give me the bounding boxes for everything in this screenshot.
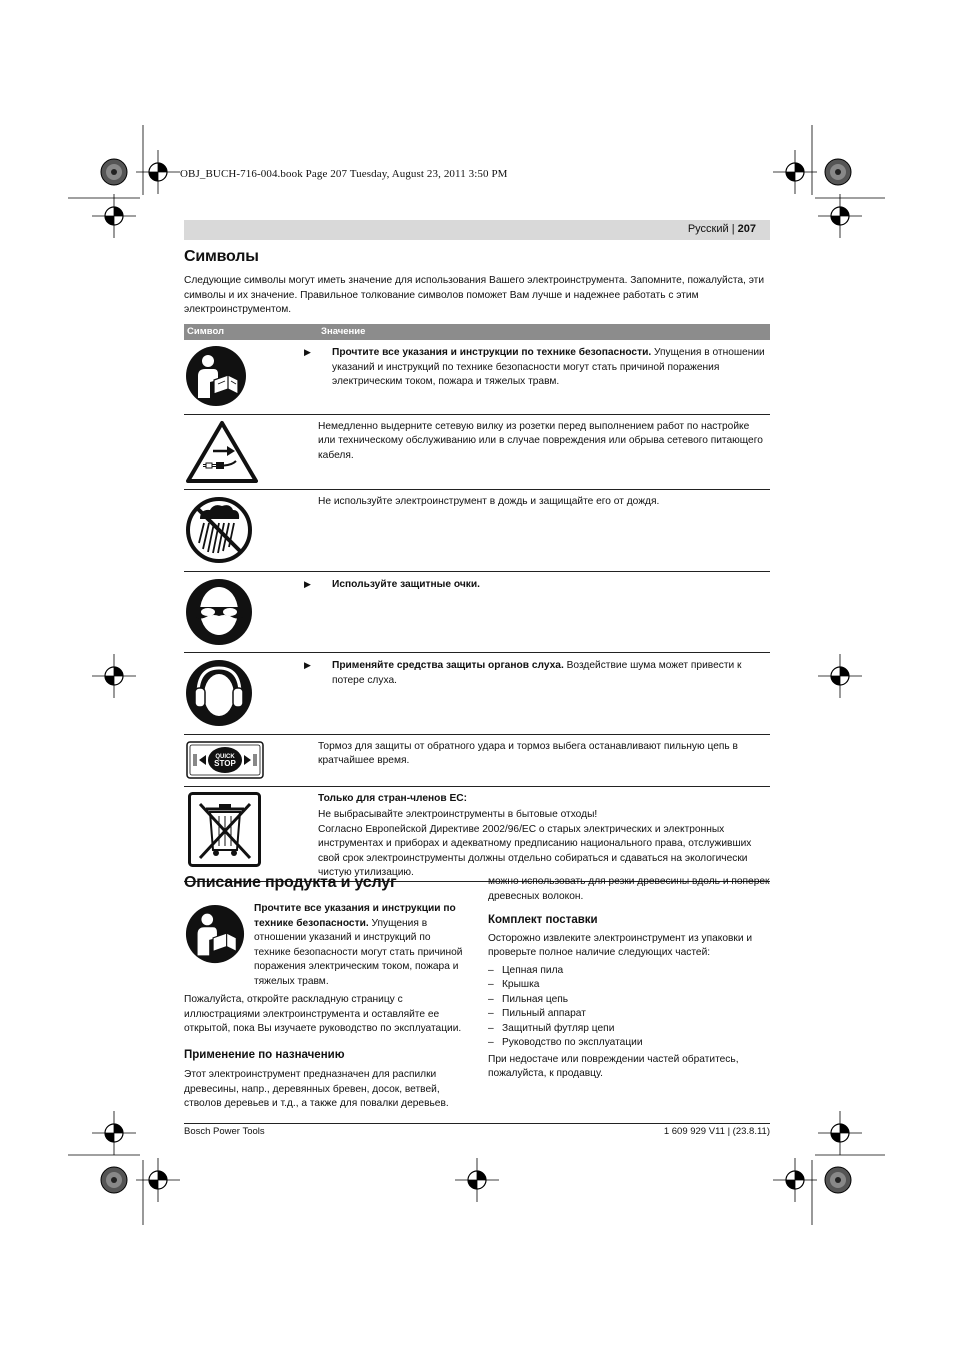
row1-text: Упущения в отношении указаний и инструкций по технике безопасности могут стать причиной поражения электрическим током, пожара и тяжелых травм. — [332, 347, 765, 387]
footer-code: 1 609 929 V11 | (23.8.11) — [663, 1126, 770, 1137]
quick-stop-icon — [186, 740, 266, 780]
no-rain-icon — [184, 495, 254, 565]
row5-bold: Применяйте средства защиты органов слуха. — [332, 660, 564, 671]
row7-line3: Согласно Европейской Директиве 2002/96/ЕС о старых электрических и электронных инструментах и приборах и адекватному предписанию национального права, отслуживших свой срок электроинструменты должны отдельно собираться и сдаваться на экологически чистую утилизацию. — [318, 823, 752, 878]
book-info-line: OBJ_BUCH-716-004.book Page 207 Tuesday, August 23, 2011 3:50 PM — [180, 168, 508, 180]
page-number: 207 — [737, 223, 756, 235]
left-column — [184, 902, 466, 1112]
bullet-triangle-icon: ▶ — [304, 660, 311, 670]
delivery-list — [488, 964, 770, 1051]
row1-bold: Прочтите все указания и инструкции по технике безопасности. — [332, 347, 652, 358]
intended-use-text: Этот электроинструмент предназначен для распилки древесины, напр., деревянных бревен, досок, ветвей, стволов деревьев и т.д., а также для повалки деревьев. — [184, 1069, 449, 1109]
page-header — [184, 220, 770, 240]
table-row — [184, 734, 770, 786]
header-language: Русский — [687, 223, 729, 235]
table-row — [184, 340, 770, 414]
row5-text: Воздействие шума может привести к потере слуха. — [332, 660, 742, 686]
table-row — [184, 653, 770, 735]
table-row — [184, 571, 770, 653]
list-item: – Защитный футляр цепи — [488, 1022, 770, 1037]
footer-rule — [184, 1123, 770, 1124]
header-separator: | — [731, 223, 735, 235]
bullet-triangle-icon: ▶ — [304, 578, 311, 589]
crossed-bin-icon — [188, 792, 262, 868]
unplug-warning-icon — [186, 420, 258, 484]
read-manual-icon — [184, 903, 246, 965]
row6-text: Тормоз для защиты от обратного удара и тормоз выбега останавливают пильную цепь в кратчайшее время. — [318, 734, 770, 786]
delivery-title: Комплект поставки — [488, 914, 598, 926]
quick-stop-label-2: STOP — [214, 758, 236, 768]
row2-text: Немедленно выдерните сетевую вилку из розетки перед выполнением работ по настройке или техническому обслуживанию или в случае повреждения или обрыва сетевого питающего кабеля. — [318, 414, 770, 490]
symbols-title: Символы — [184, 248, 259, 265]
row3-text: Не используйте электроинструмент в дождь и защищайте его от дождя. — [318, 490, 770, 572]
table-row — [184, 786, 770, 881]
intended-use-continuation: можно использовать для резки древесины вдоль и поперек древесных волокон. — [488, 876, 770, 902]
footer-brand: Bosch Power Tools — [184, 1126, 265, 1137]
col-symbol: Символ — [184, 324, 318, 340]
bullet-triangle-icon: ▶ — [304, 347, 311, 357]
product-title: Описание продукта и услуг — [184, 874, 397, 891]
fold-out-text: Пожалуйста, откройте раскладную страницу с иллюстрациями электроинструмента и оставляйте ее открытой, пока Вы изучаете руководство по эксплуатации. — [184, 994, 462, 1034]
row7-bold: Только для стран-членов ЕС: — [318, 792, 468, 804]
right-column — [488, 875, 770, 1082]
warning-bold: Прочтите все указания и инструкции по технике безопасности. — [254, 903, 456, 929]
row7-line2: Не выбрасывайте электроинструменты в бытовые отходы! — [318, 809, 598, 820]
symbols-intro: Следующие символы могут иметь значение для использования Вашего электроинструмента. Запомните, пожалуйста, эти символы и их значение. Правильное толкование символов поможет Вам лучше и надежнее работать с этим электроинструментом. — [184, 275, 765, 315]
table-row — [184, 490, 770, 572]
list-item: – Цепная пила — [488, 964, 770, 979]
ear-protection-icon — [184, 658, 254, 728]
read-manual-icon — [184, 344, 248, 408]
intended-use-title: Применение по назначению — [184, 1048, 345, 1061]
delivery-outro: При недостаче или повреждении частей обратитесь, пожалуйста, к продавцу. — [488, 1053, 739, 1079]
goggles-icon — [184, 577, 254, 647]
list-item: – Руководство по эксплуатации — [488, 1036, 770, 1051]
table-row — [184, 414, 770, 490]
list-item: – Пильный аппарат — [488, 1007, 770, 1022]
warning-text: Упущения в отношении указаний и инструкций по технике безопасности могут стать причиной поражения электрическим током, пожара и тяжелых травм. — [254, 917, 463, 987]
list-item: – Пильная цепь — [488, 993, 770, 1008]
quick-stop-label-1: QUICK — [215, 753, 235, 760]
list-item: – Крышка — [488, 978, 770, 993]
col-meaning: Значение — [318, 324, 770, 340]
row4-bold: Используйте защитные очки. — [332, 578, 480, 590]
table-header — [184, 324, 770, 340]
symbols-table — [184, 324, 770, 882]
delivery-intro: Осторожно извлеките электроинструмент из упаковки и проверьте полное наличие следующих частей: — [488, 932, 753, 958]
